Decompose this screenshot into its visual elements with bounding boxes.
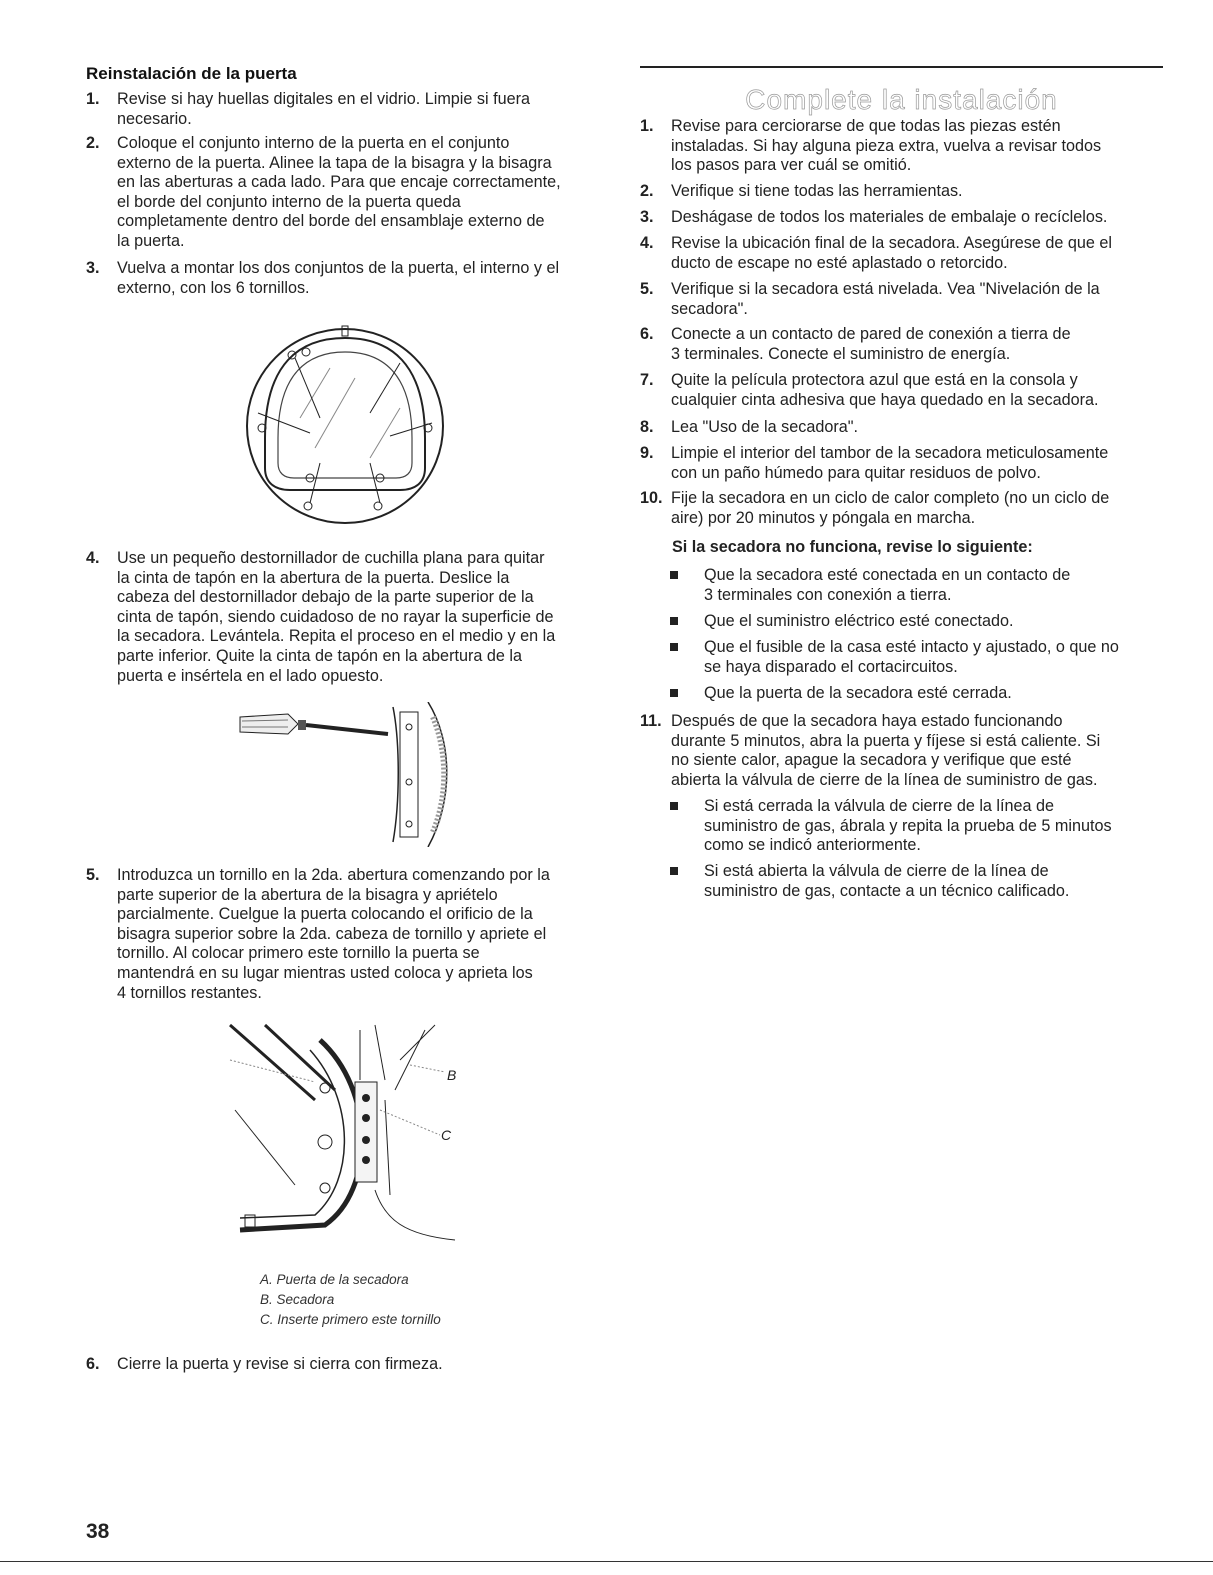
troubleshoot-heading: Si la secadora no funciona, revise lo siguiente: <box>672 538 1033 556</box>
page-number: 38 <box>86 1520 110 1543</box>
step-text: Conecte a un contacto de pared de conexión a tierra de 3 terminales. Conecte el suministro de energía. <box>671 325 1071 363</box>
step-number: 1. <box>86 90 100 108</box>
step-text: Use un pequeño destornillador de cuchilla plana para quitar la cinta de tapón en la abertura de la puerta. Deslice la cabeza del destornillador debajo de la parte superior de la cinta de tapón, siendo cuidadoso de no rayar la superficie de la secadora. Levántela. Repita el proceso en el medio y en la parte inferior. Quite la cinta de tapón en la abertura de la puerta e insértela en el lado opuesto. <box>117 549 556 685</box>
step-number: 2. <box>86 134 100 152</box>
caption-b: B. Secadora <box>260 1292 335 1307</box>
hinge-screw-illustration <box>225 1020 470 1250</box>
screwdriver-illustration <box>228 702 468 847</box>
step-text: Limpie el interior del tambor de la secadora meticulosamente con un paño húmedo para quitar residuos de polvo. <box>671 444 1109 482</box>
caption-c: C. Inserte primero este tornillo <box>260 1312 441 1327</box>
step-text: Lea "Uso de la secadora". <box>671 418 858 436</box>
step-text: Vuelva a montar los dos conjuntos de la puerta, el interno y el externo, con los 6 tornillos. <box>117 259 560 297</box>
figure-label-c: C <box>441 1127 452 1143</box>
check-text: Que el fusible de la casa esté intacto y ajustado, o que no se haya disparado el cortacircuitos. <box>704 638 1119 676</box>
bullet-square-icon <box>670 689 678 697</box>
step-text: Deshágase de todos los materiales de embalaje o recíclelos. <box>671 208 1108 226</box>
caption-a: A. Puerta de la secadora <box>260 1272 409 1287</box>
figure-label-b: B <box>447 1067 457 1083</box>
step-text: Revise para cerciorarse de que todas las piezas estén instaladas. Si hay alguna pieza extra, vuelva a revisar todos los pasos para ver cuál se omitió. <box>671 117 1102 175</box>
check-text: Que el suministro eléctrico esté conectado. <box>704 612 1014 630</box>
section-title-complete-install: Complete la instalación <box>745 84 1058 115</box>
bullet-square-icon <box>670 571 678 579</box>
step-text: Coloque el conjunto interno de la puerta en el conjunto externo de la puerta. Alinee la tapa de la bisagra y la bisagra en las aberturas a cada lado. Para que encaje correctamente, el borde del conjunto interno de la puerta queda completamente dentro del borde del ensamblaje externo de la puerta. <box>117 134 561 250</box>
step-text: Cierre la puerta y revise si cierra con firmeza. <box>117 1355 443 1373</box>
check-text: Si está cerrada la válvula de cierre de la línea de suministro de gas, ábrala y repita la prueba de 5 minutos como se indicó anteriormente. <box>704 797 1112 855</box>
step-number: 6. <box>86 1355 100 1373</box>
step-number: 11. <box>640 712 662 730</box>
step-number: 4. <box>86 549 100 567</box>
step-number: 10. <box>640 489 663 507</box>
bullet-square-icon <box>670 802 678 810</box>
step-text: Revise la ubicación final de la secadora. Asegúrese de que el ducto de escape no esté aplastado o retorcido. <box>671 234 1112 272</box>
step-number: 9. <box>640 444 654 462</box>
step-number: 6. <box>640 325 654 343</box>
step-text: Quite la película protectora azul que está en la consola y cualquier cinta adhesiva que haya quedado en la secadora. <box>671 371 1099 409</box>
bullet-square-icon <box>670 617 678 625</box>
step-number: 2. <box>640 182 654 200</box>
step-number: 7. <box>640 371 654 389</box>
bullet-square-icon <box>670 643 678 651</box>
step-text: Introduzca un tornillo en la 2da. abertura comenzando por la parte superior de la abertura de la bisagra y apriételo parcialmente. Cuelgue la puerta colocando el orificio de la bisagra superior sobre la 2da. cabeza de tornillo y apriete el tornillo. Al colocar primero este tornillo la puerta se mantendrá en su lugar mientras usted coloca y aprieta los 4 tornillos restantes. <box>117 866 550 1002</box>
check-text: Si está abierta la válvula de cierre de la línea de suministro de gas, contacte a un técnico calificado. <box>704 862 1070 900</box>
bullet-square-icon <box>670 867 678 875</box>
step-text: Verifique si la secadora está nivelada. Vea "Nivelación de la secadora". <box>671 280 1100 318</box>
check-text: Que la secadora esté conectada en un contacto de 3 terminales con conexión a tierra. <box>704 566 1071 604</box>
step-number: 8. <box>640 418 654 436</box>
step-number: 1. <box>640 117 654 135</box>
section-heading-door-reinstall: Reinstalación de la puerta <box>86 64 297 83</box>
check-text: Que la puerta de la secadora esté cerrada. <box>704 684 1012 702</box>
step-text: Después de que la secadora haya estado funcionando durante 5 minutos, abra la puerta y fíjese si está caliente. Si no siente calor, apague la secadora y verifique que esté abierta la válvula de cierre de la línea de suministro de gas. <box>671 712 1101 789</box>
step-number: 4. <box>640 234 654 252</box>
step-number: 5. <box>640 280 654 298</box>
page-bottom-rule <box>0 1561 1213 1562</box>
step-text: Fije la secadora en un ciclo de calor completo (no un ciclo de aire) por 20 minutos y póngala en marcha. <box>671 489 1110 527</box>
step-text: Revise si hay huellas digitales en el vidrio. Limpie si fuera necesario. <box>117 90 530 128</box>
step-number: 5. <box>86 866 100 884</box>
step-number: 3. <box>86 259 100 277</box>
section-rule <box>640 66 1163 68</box>
door-assembly-illustration <box>240 318 450 528</box>
step-text: Verifique si tiene todas las herramientas. <box>671 182 963 200</box>
step-number: 3. <box>640 208 654 226</box>
